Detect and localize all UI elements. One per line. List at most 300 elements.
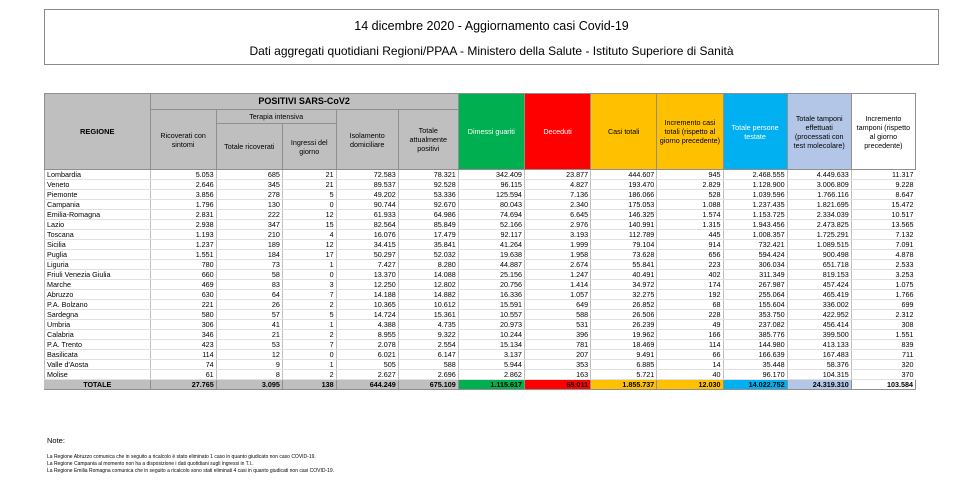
value-cell: 306 bbox=[150, 320, 216, 330]
value-cell: 104.315 bbox=[787, 370, 851, 380]
value-cell: 5 bbox=[282, 310, 336, 320]
value-cell: 16.336 bbox=[458, 290, 524, 300]
value-cell: 402 bbox=[657, 270, 723, 280]
value-cell: 49.202 bbox=[336, 190, 398, 200]
value-cell: 7.427 bbox=[336, 260, 398, 270]
table-row bbox=[45, 180, 916, 190]
value-cell: 228 bbox=[657, 310, 723, 320]
value-cell: 2.674 bbox=[524, 260, 590, 270]
value-cell: 9.322 bbox=[398, 330, 458, 340]
value-cell: 192 bbox=[657, 290, 723, 300]
value-cell: 52.166 bbox=[458, 220, 524, 230]
region-name-cell: Lombardia bbox=[45, 170, 151, 180]
value-cell: 2.976 bbox=[524, 220, 590, 230]
value-cell: 1.039.596 bbox=[723, 190, 787, 200]
value-cell: 353 bbox=[524, 360, 590, 370]
header-dimessi: Dimessi guariti bbox=[458, 94, 524, 170]
value-cell: 839 bbox=[851, 340, 915, 350]
region-name-cell: Piemonte bbox=[45, 190, 151, 200]
value-cell: 469 bbox=[150, 280, 216, 290]
value-cell: 19.638 bbox=[458, 250, 524, 260]
value-cell: 166 bbox=[657, 330, 723, 340]
totals-cell: 65.011 bbox=[524, 380, 590, 390]
value-cell: 900.498 bbox=[787, 250, 851, 260]
value-cell: 336.002 bbox=[787, 300, 851, 310]
table-row bbox=[45, 370, 916, 380]
value-cell: 0 bbox=[282, 350, 336, 360]
value-cell: 396 bbox=[524, 330, 590, 340]
region-name-cell: Lazio bbox=[45, 220, 151, 230]
value-cell: 3.006.809 bbox=[787, 180, 851, 190]
value-cell: 1.153.725 bbox=[723, 210, 787, 220]
value-cell: 1.247 bbox=[524, 270, 590, 280]
value-cell: 3.856 bbox=[150, 190, 216, 200]
value-cell: 1.128.900 bbox=[723, 180, 787, 190]
value-cell: 649 bbox=[524, 300, 590, 310]
table-row bbox=[45, 350, 916, 360]
value-cell: 1.089.515 bbox=[787, 240, 851, 250]
header-isolamento: Isolamento domiciliare bbox=[336, 110, 398, 170]
region-name-cell: Calabria bbox=[45, 330, 151, 340]
totals-cell: 24.319.310 bbox=[787, 380, 851, 390]
table-row bbox=[45, 330, 916, 340]
table-row bbox=[45, 300, 916, 310]
value-cell: 78.321 bbox=[398, 170, 458, 180]
value-cell: 1.237.435 bbox=[723, 200, 787, 210]
value-cell: 630 bbox=[150, 290, 216, 300]
value-cell: 3.253 bbox=[851, 270, 915, 280]
totals-cell: 14.022.752 bbox=[723, 380, 787, 390]
value-cell: 73 bbox=[216, 260, 282, 270]
value-cell: 651.718 bbox=[787, 260, 851, 270]
value-cell: 186.066 bbox=[591, 190, 657, 200]
value-cell: 660 bbox=[150, 270, 216, 280]
header-incremento-casi: Incremento casi totali (rispetto al giorno precedente) bbox=[657, 94, 723, 170]
value-cell: 445 bbox=[657, 230, 723, 240]
value-cell: 15.134 bbox=[458, 340, 524, 350]
value-cell: 12 bbox=[216, 350, 282, 360]
value-cell: 5.944 bbox=[458, 360, 524, 370]
value-cell: 21 bbox=[282, 170, 336, 180]
value-cell: 2.468.555 bbox=[723, 170, 787, 180]
value-cell: 14.724 bbox=[336, 310, 398, 320]
value-cell: 210 bbox=[216, 230, 282, 240]
value-cell: 1.551 bbox=[851, 330, 915, 340]
value-cell: 1.958 bbox=[524, 250, 590, 260]
value-cell: 711 bbox=[851, 350, 915, 360]
value-cell: 14.088 bbox=[398, 270, 458, 280]
value-cell: 2.334.039 bbox=[787, 210, 851, 220]
value-cell: 9 bbox=[216, 360, 282, 370]
value-cell: 167.483 bbox=[787, 350, 851, 360]
table-row bbox=[45, 260, 916, 270]
value-cell: 1.193 bbox=[150, 230, 216, 240]
value-cell: 10.612 bbox=[398, 300, 458, 310]
value-cell: 25.156 bbox=[458, 270, 524, 280]
notes-section bbox=[47, 437, 334, 475]
value-cell: 14 bbox=[657, 360, 723, 370]
value-cell: 2 bbox=[282, 330, 336, 340]
header-totale-positivi: Totale attualmente positivi bbox=[398, 110, 458, 170]
value-cell: 4.388 bbox=[336, 320, 398, 330]
value-cell: 6.021 bbox=[336, 350, 398, 360]
value-cell: 15.361 bbox=[398, 310, 458, 320]
value-cell: 58.376 bbox=[787, 360, 851, 370]
value-cell: 1 bbox=[282, 360, 336, 370]
value-cell: 26 bbox=[216, 300, 282, 310]
value-cell: 49 bbox=[657, 320, 723, 330]
value-cell: 1.796 bbox=[150, 200, 216, 210]
note-line: La Regione Campania al momento non ha a disposizione i dati quotidiani sugli ingressi in T.I.. bbox=[47, 461, 254, 467]
header-ingressi: Ingressi del giorno bbox=[282, 124, 336, 170]
value-cell: 73.628 bbox=[591, 250, 657, 260]
value-cell: 1.551 bbox=[150, 250, 216, 260]
value-cell: 26.852 bbox=[591, 300, 657, 310]
totals-cell: 12.030 bbox=[657, 380, 723, 390]
value-cell: 53.336 bbox=[398, 190, 458, 200]
value-cell: 19.962 bbox=[591, 330, 657, 340]
value-cell: 189 bbox=[216, 240, 282, 250]
value-cell: 2.696 bbox=[398, 370, 458, 380]
value-cell: 207 bbox=[524, 350, 590, 360]
value-cell: 53 bbox=[216, 340, 282, 350]
value-cell: 174 bbox=[657, 280, 723, 290]
value-cell: 594.424 bbox=[723, 250, 787, 260]
note-line: La Regione Abruzzo comunica che in seguito a ricalcolo è stato eliminato 1 caso in quanto giudicato non caso COVID-19. bbox=[47, 454, 316, 460]
value-cell: 4.735 bbox=[398, 320, 458, 330]
value-cell: 7 bbox=[282, 340, 336, 350]
value-cell: 423 bbox=[150, 340, 216, 350]
value-cell: 1.999 bbox=[524, 240, 590, 250]
table-row bbox=[45, 170, 916, 180]
value-cell: 1.821.695 bbox=[787, 200, 851, 210]
value-cell: 588 bbox=[398, 360, 458, 370]
value-cell: 0 bbox=[282, 200, 336, 210]
value-cell: 163 bbox=[524, 370, 590, 380]
value-cell: 41 bbox=[216, 320, 282, 330]
value-cell: 34.415 bbox=[336, 240, 398, 250]
value-cell: 85.849 bbox=[398, 220, 458, 230]
value-cell: 193.470 bbox=[591, 180, 657, 190]
value-cell: 345 bbox=[216, 180, 282, 190]
report-title-box bbox=[44, 9, 939, 65]
value-cell: 2.340 bbox=[524, 200, 590, 210]
value-cell: 72.583 bbox=[336, 170, 398, 180]
value-cell: 35.448 bbox=[723, 360, 787, 370]
table-row bbox=[45, 240, 916, 250]
value-cell: 41.264 bbox=[458, 240, 524, 250]
totals-cell: 1.855.737 bbox=[591, 380, 657, 390]
header-persone-testate: Totale persone testate bbox=[723, 94, 787, 170]
value-cell: 342.409 bbox=[458, 170, 524, 180]
value-cell: 146.325 bbox=[591, 210, 657, 220]
value-cell: 61 bbox=[150, 370, 216, 380]
region-name-cell: Sicilia bbox=[45, 240, 151, 250]
value-cell: 399.500 bbox=[787, 330, 851, 340]
region-name-cell: Abruzzo bbox=[45, 290, 151, 300]
region-name-cell: Puglia bbox=[45, 250, 151, 260]
value-cell: 444.607 bbox=[591, 170, 657, 180]
value-cell: 580 bbox=[150, 310, 216, 320]
value-cell: 1.766.116 bbox=[787, 190, 851, 200]
value-cell: 255.064 bbox=[723, 290, 787, 300]
value-cell: 3.193 bbox=[524, 230, 590, 240]
region-name-cell: Marche bbox=[45, 280, 151, 290]
value-cell: 5.053 bbox=[150, 170, 216, 180]
value-cell: 58 bbox=[216, 270, 282, 280]
value-cell: 2.078 bbox=[336, 340, 398, 350]
value-cell: 20.756 bbox=[458, 280, 524, 290]
value-cell: 16.076 bbox=[336, 230, 398, 240]
value-cell: 6.147 bbox=[398, 350, 458, 360]
value-cell: 8.647 bbox=[851, 190, 915, 200]
table-row bbox=[45, 230, 916, 240]
value-cell: 21 bbox=[282, 180, 336, 190]
value-cell: 2.938 bbox=[150, 220, 216, 230]
value-cell: 2.831 bbox=[150, 210, 216, 220]
value-cell: 61.933 bbox=[336, 210, 398, 220]
value-cell: 8 bbox=[216, 370, 282, 380]
value-cell: 320 bbox=[851, 360, 915, 370]
value-cell: 17.479 bbox=[398, 230, 458, 240]
value-cell: 114 bbox=[150, 350, 216, 360]
value-cell: 10.365 bbox=[336, 300, 398, 310]
value-cell: 12.802 bbox=[398, 280, 458, 290]
value-cell: 50.297 bbox=[336, 250, 398, 260]
value-cell: 14.882 bbox=[398, 290, 458, 300]
value-cell: 125.594 bbox=[458, 190, 524, 200]
value-cell: 6.885 bbox=[591, 360, 657, 370]
value-cell: 114 bbox=[657, 340, 723, 350]
value-cell: 732.421 bbox=[723, 240, 787, 250]
totals-label: TOTALE bbox=[45, 380, 151, 390]
region-name-cell: Veneto bbox=[45, 180, 151, 190]
value-cell: 9.228 bbox=[851, 180, 915, 190]
table-row bbox=[45, 310, 916, 320]
value-cell: 457.424 bbox=[787, 280, 851, 290]
value-cell: 3 bbox=[282, 280, 336, 290]
value-cell: 347 bbox=[216, 220, 282, 230]
value-cell: 505 bbox=[336, 360, 398, 370]
value-cell: 74.694 bbox=[458, 210, 524, 220]
value-cell: 92.528 bbox=[398, 180, 458, 190]
header-casi-totali: Casi totali bbox=[591, 94, 657, 170]
value-cell: 685 bbox=[216, 170, 282, 180]
value-cell: 26.506 bbox=[591, 310, 657, 320]
value-cell: 23.877 bbox=[524, 170, 590, 180]
value-cell: 1.943.456 bbox=[723, 220, 787, 230]
value-cell: 64 bbox=[216, 290, 282, 300]
value-cell: 10.517 bbox=[851, 210, 915, 220]
value-cell: 1.088 bbox=[657, 200, 723, 210]
region-name-cell: P.A. Bolzano bbox=[45, 300, 151, 310]
value-cell: 17 bbox=[282, 250, 336, 260]
value-cell: 82.564 bbox=[336, 220, 398, 230]
value-cell: 90.744 bbox=[336, 200, 398, 210]
value-cell: 819.153 bbox=[787, 270, 851, 280]
value-cell: 353.750 bbox=[723, 310, 787, 320]
value-cell: 465.419 bbox=[787, 290, 851, 300]
value-cell: 144.980 bbox=[723, 340, 787, 350]
value-cell: 7.132 bbox=[851, 230, 915, 240]
value-cell: 21 bbox=[216, 330, 282, 340]
value-cell: 1.008.357 bbox=[723, 230, 787, 240]
region-name-cell: P.A. Trento bbox=[45, 340, 151, 350]
value-cell: 83 bbox=[216, 280, 282, 290]
value-cell: 40 bbox=[657, 370, 723, 380]
totals-cell: 675.109 bbox=[398, 380, 458, 390]
header-tamponi: Totale tamponi effettuati (processati con test molecolare) bbox=[787, 94, 851, 170]
region-name-cell: Emilia-Romagna bbox=[45, 210, 151, 220]
value-cell: 4.449.633 bbox=[787, 170, 851, 180]
value-cell: 1 bbox=[282, 260, 336, 270]
value-cell: 222 bbox=[216, 210, 282, 220]
table-row bbox=[45, 220, 916, 230]
value-cell: 52.032 bbox=[398, 250, 458, 260]
value-cell: 278 bbox=[216, 190, 282, 200]
value-cell: 40.491 bbox=[591, 270, 657, 280]
value-cell: 2 bbox=[282, 370, 336, 380]
value-cell: 57 bbox=[216, 310, 282, 320]
value-cell: 112.789 bbox=[591, 230, 657, 240]
value-cell: 13.370 bbox=[336, 270, 398, 280]
table-row bbox=[45, 270, 916, 280]
value-cell: 20.973 bbox=[458, 320, 524, 330]
value-cell: 89.537 bbox=[336, 180, 398, 190]
value-cell: 10.244 bbox=[458, 330, 524, 340]
region-name-cell: Toscana bbox=[45, 230, 151, 240]
report-title: 14 dicembre 2020 - Aggiornamento casi Covid-19 bbox=[354, 19, 629, 33]
table-row bbox=[45, 290, 916, 300]
value-cell: 7 bbox=[282, 290, 336, 300]
value-cell: 385.776 bbox=[723, 330, 787, 340]
value-cell: 32.275 bbox=[591, 290, 657, 300]
value-cell: 92.670 bbox=[398, 200, 458, 210]
value-cell: 15.472 bbox=[851, 200, 915, 210]
value-cell: 588 bbox=[524, 310, 590, 320]
region-name-cell: Molise bbox=[45, 370, 151, 380]
notes-heading: Note: bbox=[47, 436, 65, 445]
value-cell: 306.034 bbox=[723, 260, 787, 270]
table-row bbox=[45, 340, 916, 350]
value-cell: 3.137 bbox=[458, 350, 524, 360]
value-cell: 12 bbox=[282, 240, 336, 250]
region-name-cell: Friuli Venezia Giulia bbox=[45, 270, 151, 280]
note-line: La Regione Emilia Romagna comunica che in seguito a ricalcolo sono stati eliminati 4 casi in quanto giudicati non casi COVID-19. bbox=[47, 468, 335, 474]
value-cell: 1.574 bbox=[657, 210, 723, 220]
value-cell: 5.721 bbox=[591, 370, 657, 380]
totals-cell: 103.584 bbox=[851, 380, 915, 390]
value-cell: 12 bbox=[282, 210, 336, 220]
region-name-cell: Campania bbox=[45, 200, 151, 210]
value-cell: 4.878 bbox=[851, 250, 915, 260]
region-name-cell: Basilicata bbox=[45, 350, 151, 360]
totals-cell: 1.115.617 bbox=[458, 380, 524, 390]
value-cell: 34.972 bbox=[591, 280, 657, 290]
value-cell: 4.827 bbox=[524, 180, 590, 190]
value-cell: 346 bbox=[150, 330, 216, 340]
table-row bbox=[45, 320, 916, 330]
value-cell: 184 bbox=[216, 250, 282, 260]
value-cell: 14.188 bbox=[336, 290, 398, 300]
value-cell: 780 bbox=[150, 260, 216, 270]
value-cell: 96.115 bbox=[458, 180, 524, 190]
value-cell: 1.075 bbox=[851, 280, 915, 290]
value-cell: 15 bbox=[282, 220, 336, 230]
region-name-cell: Valle d'Aosta bbox=[45, 360, 151, 370]
value-cell: 267.987 bbox=[723, 280, 787, 290]
value-cell: 2 bbox=[282, 300, 336, 310]
value-cell: 699 bbox=[851, 300, 915, 310]
value-cell: 130 bbox=[216, 200, 282, 210]
value-cell: 1.414 bbox=[524, 280, 590, 290]
value-cell: 11.317 bbox=[851, 170, 915, 180]
value-cell: 914 bbox=[657, 240, 723, 250]
report-subtitle: Dati aggregati quotidiani Regioni/PPAA - Ministero della Salute - Istituto Superiore di Sanità bbox=[249, 44, 734, 58]
value-cell: 2.862 bbox=[458, 370, 524, 380]
value-cell: 26.239 bbox=[591, 320, 657, 330]
totals-cell: 138 bbox=[282, 380, 336, 390]
totals-row bbox=[45, 380, 916, 390]
value-cell: 528 bbox=[657, 190, 723, 200]
value-cell: 74 bbox=[150, 360, 216, 370]
header-incremento-tamponi: Incremento tamponi (rispetto al giorno precedente) bbox=[851, 94, 915, 170]
value-cell: 7.091 bbox=[851, 240, 915, 250]
value-cell: 55.841 bbox=[591, 260, 657, 270]
value-cell: 12.250 bbox=[336, 280, 398, 290]
header-positivi: POSITIVI SARS-CoV2 bbox=[150, 94, 458, 110]
value-cell: 656 bbox=[657, 250, 723, 260]
value-cell: 0 bbox=[282, 270, 336, 280]
covid-data-table bbox=[44, 93, 916, 390]
value-cell: 140.991 bbox=[591, 220, 657, 230]
value-cell: 308 bbox=[851, 320, 915, 330]
header-deceduti: Deceduti bbox=[524, 94, 590, 170]
value-cell: 66 bbox=[657, 350, 723, 360]
value-cell: 945 bbox=[657, 170, 723, 180]
value-cell: 92.117 bbox=[458, 230, 524, 240]
region-name-cell: Sardegna bbox=[45, 310, 151, 320]
value-cell: 221 bbox=[150, 300, 216, 310]
region-name-cell: Umbria bbox=[45, 320, 151, 330]
totals-cell: 27.765 bbox=[150, 380, 216, 390]
header-totale-ricoverati: Totale ricoverati bbox=[216, 124, 282, 170]
value-cell: 15.591 bbox=[458, 300, 524, 310]
value-cell: 13.565 bbox=[851, 220, 915, 230]
value-cell: 18.469 bbox=[591, 340, 657, 350]
value-cell: 10.557 bbox=[458, 310, 524, 320]
table-row bbox=[45, 190, 916, 200]
value-cell: 456.414 bbox=[787, 320, 851, 330]
value-cell: 2.554 bbox=[398, 340, 458, 350]
value-cell: 531 bbox=[524, 320, 590, 330]
value-cell: 311.349 bbox=[723, 270, 787, 280]
value-cell: 8.280 bbox=[398, 260, 458, 270]
value-cell: 9.491 bbox=[591, 350, 657, 360]
value-cell: 2.829 bbox=[657, 180, 723, 190]
value-cell: 96.170 bbox=[723, 370, 787, 380]
header-terapia-intensiva: Terapia intensiva bbox=[216, 110, 336, 124]
value-cell: 175.053 bbox=[591, 200, 657, 210]
value-cell: 79.104 bbox=[591, 240, 657, 250]
region-name-cell: Liguria bbox=[45, 260, 151, 270]
value-cell: 80.043 bbox=[458, 200, 524, 210]
table-row bbox=[45, 360, 916, 370]
value-cell: 7.136 bbox=[524, 190, 590, 200]
table-row bbox=[45, 210, 916, 220]
value-cell: 155.604 bbox=[723, 300, 787, 310]
value-cell: 35.841 bbox=[398, 240, 458, 250]
